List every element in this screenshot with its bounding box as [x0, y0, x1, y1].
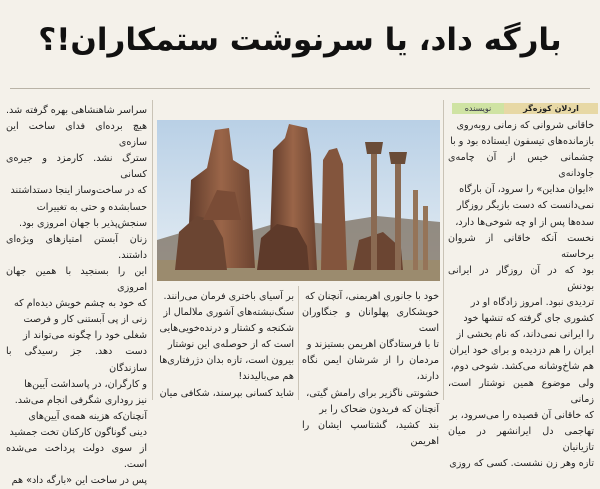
author-name: اردلان کوزه‌گر: [504, 103, 598, 114]
text-line: تردیدی نبود. امروز زادگاه او در: [470, 297, 594, 309]
text-line: سترگ نشد. کارمزد و جیره‌ی کسانی: [6, 153, 147, 181]
text-line: حسابشده و حتی به تغییرات: [36, 201, 147, 213]
byline: [452, 103, 598, 114]
text-line: پس در ساخت این «بارگه داد» هم: [11, 475, 147, 487]
text-line: «ایوان مداین» را سرود، آن بارگاه: [459, 184, 594, 196]
article-column-left: [6, 103, 147, 489]
text-line: مردمان را از شرشان ایمن نگاه دارند،: [302, 355, 439, 383]
text-line: چشمانی خیس از آن چامه‌ی جاودانه‌ی: [448, 152, 594, 180]
text-line: بر آسیای باختری فرمان می‌رانند.: [163, 291, 294, 302]
text-line: دینی گوناگون کارکنان تخت جمشید: [9, 426, 147, 438]
text-line: شاید کسانی بپرسند، شکافی میان: [159, 387, 294, 399]
text-line: خود با جانوری اهریمنی، آنچنان که: [305, 291, 439, 302]
text-line: تا با فرستادگان اهریمن بستیزند و: [306, 339, 439, 351]
text-line: هم می‌بالیدند!: [238, 371, 294, 383]
text-line: این را بسنجید با همین جهان امروزی: [6, 265, 147, 294]
text-line: سنگ‌نبشته‌های آشوری ملالمال از: [163, 307, 294, 319]
text-line: را ایرانی نمی‌داند، که نام بخشی از: [456, 329, 594, 341]
article-column-right: [448, 118, 594, 472]
column-divider: [298, 286, 299, 400]
text-line: سنجش‌پذیر با جهان امروزی بود.: [19, 217, 147, 229]
text-line: زنان آبستن امتیازهای ویژه‌ای داشتند.: [6, 233, 147, 261]
text-line: ولی موضوع همین نوشتار است، زمانی: [448, 377, 594, 405]
text-line: ایران را هم دزدیده و برای خود ایران: [449, 345, 594, 357]
text-line: نمی‌دانست که دست بازیگر روزگار: [457, 200, 594, 212]
text-line: نخست آنکه خاقانی از شروان برخاسته: [448, 232, 594, 260]
headline: بارگه داد، یا سرنوشت ستمکاران!؟: [38, 22, 562, 58]
text-line: نیز روداری شگرفی انجام می‌شد.: [14, 394, 147, 406]
text-line: هیچ برده‌ای فدای ساخت این سازه‌ی: [6, 121, 147, 149]
column-divider: [443, 100, 444, 400]
text-line: بیرون است، تازه بدان دژرفتاری‌ها: [159, 355, 294, 367]
text-line: که در ساخت‌وساز اینجا دستداشتند: [10, 185, 147, 197]
text-line: که خاقانی آن قصیده را می‌سرود، بر: [449, 409, 594, 421]
headline-rule: [10, 88, 590, 89]
text-line: بود که در آن روزگار در ایرانی بودنش: [448, 264, 594, 292]
text-line: خویشکاری پهلوانان و جنگاوران است: [302, 307, 439, 335]
article-column-middle-left: [157, 289, 294, 402]
text-line: شکنجه و کشتار و درنده‌خویی‌هایی: [159, 323, 294, 335]
text-line: هم شاخ‌وشانه می‌کشد. شوخی دوم،: [450, 361, 594, 373]
text-line: و کارگران، در پاسداشت آیین‌ها: [24, 378, 147, 390]
text-line: از سوی دولت پرداخت می‌شده است.: [6, 442, 147, 471]
text-line: دست دهد. جز رسیدگی با سازندگان: [6, 346, 147, 374]
text-line: خشونتی ناگزیر برای رامش گیتی،: [306, 387, 439, 399]
text-line: سده‌ها پس از او چه شوخی‌ها دارد،: [455, 216, 594, 228]
text-line: تهاجمی دل ایرانشهر در میان تازیانیان: [448, 425, 594, 453]
text-line: است که از حوصله‌ی این نوشتار: [168, 339, 294, 351]
text-line: تازه وهر زن نشست. کسی که روزی: [449, 457, 594, 469]
article-photo: [157, 120, 440, 281]
column-divider: [152, 100, 153, 400]
text-line: که خود به چشم خویش دیده‌ام که: [14, 298, 147, 310]
text-line: آنچنان که فریدون ضحاک را بر: [319, 403, 439, 415]
article-column-middle-right: [302, 289, 439, 450]
text-line: کشوری جای گرفته که تنشها خود: [463, 313, 594, 325]
text-line: آنچنان‌که هزینه همه‌ی آیین‌های: [28, 410, 147, 422]
text-line: زنی از پی آبستنی کار و فرصت: [23, 314, 147, 326]
text-line: سراسر شاهنشاهی بهره گرفته شد.: [5, 105, 147, 116]
text-line: شغلی خود را چگونه می‌تواند از: [23, 330, 147, 342]
text-line: بازمانده‌های تیسفون ایستاده بود و با: [450, 136, 594, 148]
text-line: خاقانی شروانی که زمانی روبه‌روی: [456, 120, 594, 131]
text-line: بند کشید، گشتاسپ ایشان را اهریمن: [302, 419, 439, 447]
author-role: نویسنده: [452, 103, 504, 114]
